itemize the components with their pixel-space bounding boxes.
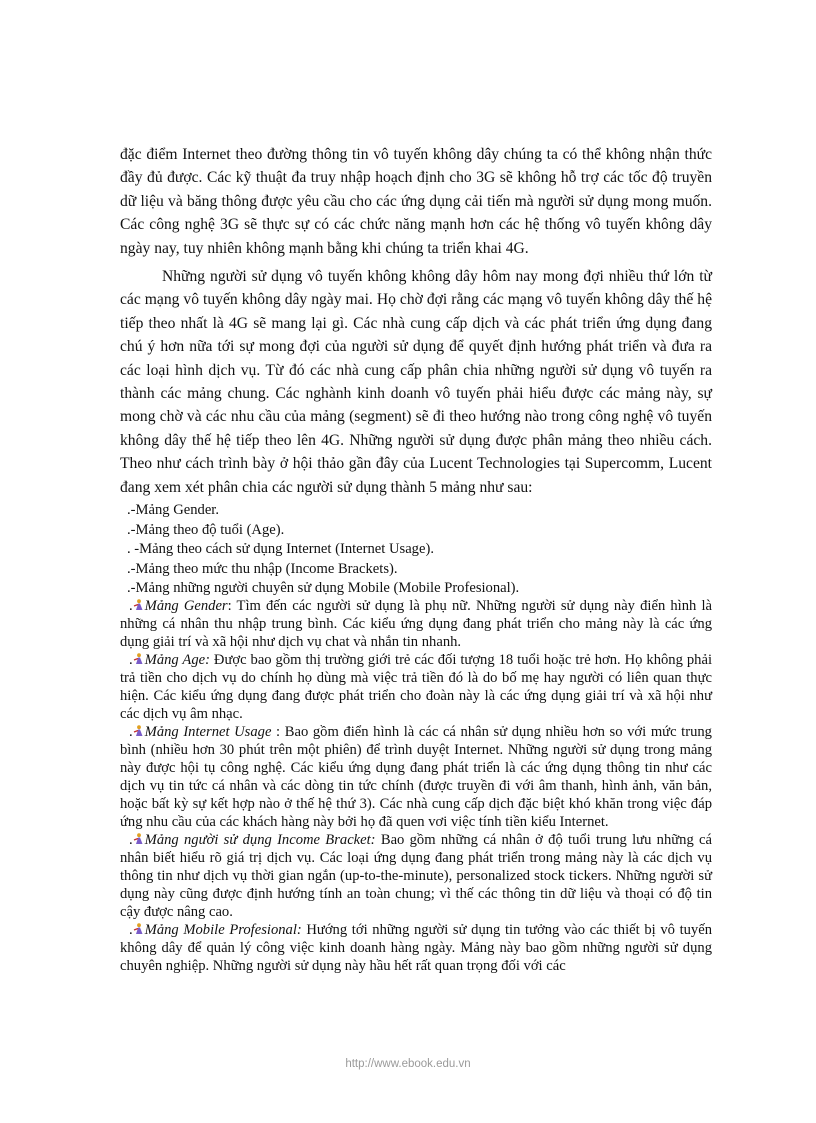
segment-text: Hướng tới những người sử dụng tin tưởng vào các thiết bị vô tuyến không dây để quản lý công việc kinh doanh hàng ngày. Mảng này bao gồm những người sử dụng chuyên nghiệp. Những người sử dụng này hầu hết rất quan trọng đối với các bbox=[120, 922, 712, 974]
list-item: .-Mảng Gender. bbox=[127, 502, 219, 518]
bullet-prefix: . bbox=[129, 922, 133, 938]
segment-text: Được bao gồm thị trường giới trẻ các đối tượng 18 tuổi hoặc trẻ hơn. Họ không phải trả tiền cho dịch vụ do chính họ dùng mà việc trả tiền đó là do bố mẹ hay người có liên quan thực hiện. Các kiểu ứng dụng đang được phát triển cho đoàn này là các ứng dụng giải trí và xã hội như các dịch vụ âm nhạc. bbox=[120, 652, 712, 722]
body-paragraph-1: đặc điểm Internet theo đường thông tin vô tuyến không dây chúng ta có thể không nhận thức đầy đủ được. Các kỹ thuật đa truy nhập hoạch định cho 3G sẽ không hỗ trợ các tốc độ truyền dữ liệu và băng thông được yêu cầu cho các ứng dụng cải tiến mà người sử dụng mong muốn. Các công nghệ 3G sẽ thực sự có các chức năng mạnh hơn các hệ thống vô tuyến không dây ngày nay, tuy nhiên không mạnh bằng khi chúng ta triển khai 4G. bbox=[120, 146, 712, 257]
segment-title: Mảng người sử dụng Income Bracket: bbox=[144, 832, 376, 848]
person-bullet-icon bbox=[133, 599, 144, 611]
segment-descriptions bbox=[120, 597, 712, 975]
list-item: . -Mảng theo cách sử dụng Internet (Internet Usage). bbox=[127, 541, 434, 557]
segment-title: Mảng Gender bbox=[144, 598, 228, 614]
description-mobile-professional bbox=[120, 921, 712, 975]
segment-title: Mảng Age: bbox=[144, 652, 210, 668]
segment-text: : Tìm đến các người sử dụng là phụ nữ. Những người sử dụng này điển hình là những cá nhân thu nhập trung bình. Các kiểu ứng dụng đang phát triển cho mảng này là các ứng dụng giải trí và xã hội như dịch vụ chat và nhắn tin nhanh. bbox=[120, 598, 712, 650]
description-age bbox=[120, 651, 712, 723]
segment-title: Mảng Internet Usage bbox=[144, 724, 272, 740]
bullet-prefix: . bbox=[129, 724, 133, 740]
segment-text: Bao gồm những cá nhân ở độ tuổi trung lưu những cá nhân biết hiểu rõ giá trị dịch vụ. Các loại ứng dụng đang phát triển trong mảng này là các dịch vụ thông tin như dịch vụ thời gian ngắn (up-to-the-minute), personalized stock tickers. Những người sử dụng này cũng được định hướng tính an toàn chung; vì thế các thông tin dữ liệu và thoại có độ tin cậy được nâng cao. bbox=[120, 832, 712, 920]
description-internet-usage bbox=[120, 723, 712, 831]
description-gender bbox=[120, 597, 712, 651]
bullet-prefix: . bbox=[129, 598, 133, 614]
segment-title: Mảng Mobile Profesional: bbox=[144, 922, 302, 938]
list-item: .-Mảng theo mức thu nhập (Income Brackets). bbox=[127, 560, 398, 577]
bullet-prefix: . bbox=[129, 652, 133, 668]
segment-text: : Bao gồm điển hình là các cá nhân sử dụng nhiều hơn so với mức trung bình (nhiều hơn 30 phút trên một phiên) để trình duyệt Internet. Những người sử dụng trong mảng này được hội tụ công nghệ. Các kiểu ứng dụng đang phát triển là các ứng dụng thông tin như các dịch vụ tin tức cá nhân và các dòng tin tức chính (được truyền đi với âm thanh, hình ảnh, văn bản, hoặc bất kỳ sự kết hợp nào ở thế hệ thứ 3). Các nhà cung cấp dịch đặc biệt khó khăn trong việc đáp ứng nhu cầu của các khách hàng này bởi họ đã quen vơi việc tính tiền kiểu Internet. bbox=[120, 724, 712, 830]
person-bullet-icon bbox=[133, 923, 144, 935]
person-bullet-icon bbox=[133, 833, 144, 845]
list-item: .-Mảng theo độ tuổi (Age). bbox=[127, 521, 285, 538]
list-item: .-Mảng những người chuyên sử dụng Mobile (Mobile Profesional). bbox=[127, 580, 520, 596]
footer-url: http://www.ebook.edu.vn bbox=[345, 1058, 471, 1070]
body-paragraph-2: Những người sử dụng vô tuyến không không dây hôm nay mong đợi nhiều thứ lớn từ các mạng vô tuyến không dây ngày mai. Họ chờ đợi rằng các mạng vô tuyến không dây thế hệ tiếp theo nhất là 4G sẽ mang lại gì. Các nhà cung cấp dịch và các phát triển ứng dụng đang chú ý hơn nữa tới sự mong đợi của người sử dụng để quyết định hướng phát triển và đưa ra các loại hình dịch vụ. Từ đó các nhà cung cấp phân chia những người sử dụng vô tuyến ra thành các mảng chung. Các nghành kinh doanh vô tuyến phải hiểu được các mảng này, sự mong chờ và các nhu cầu của mảng (segment) sẽ đi theo hướng nào trong công nghệ vô tuyến không dây thế hệ tiếp theo lên 4G. Những người sử dụng được phân mảng theo nhiều cách. Theo như cách trình bày ở hội thảo gần đây của Lucent Technologies tại Supercomm, Lucent đang xem xét phân chia các người sử dụng thành 5 mảng như sau: bbox=[120, 268, 712, 496]
segment-list bbox=[127, 501, 707, 599]
bullet-prefix: . bbox=[129, 832, 133, 848]
person-bullet-icon bbox=[133, 653, 144, 665]
person-bullet-icon bbox=[133, 725, 144, 737]
description-income-bracket bbox=[120, 831, 712, 921]
